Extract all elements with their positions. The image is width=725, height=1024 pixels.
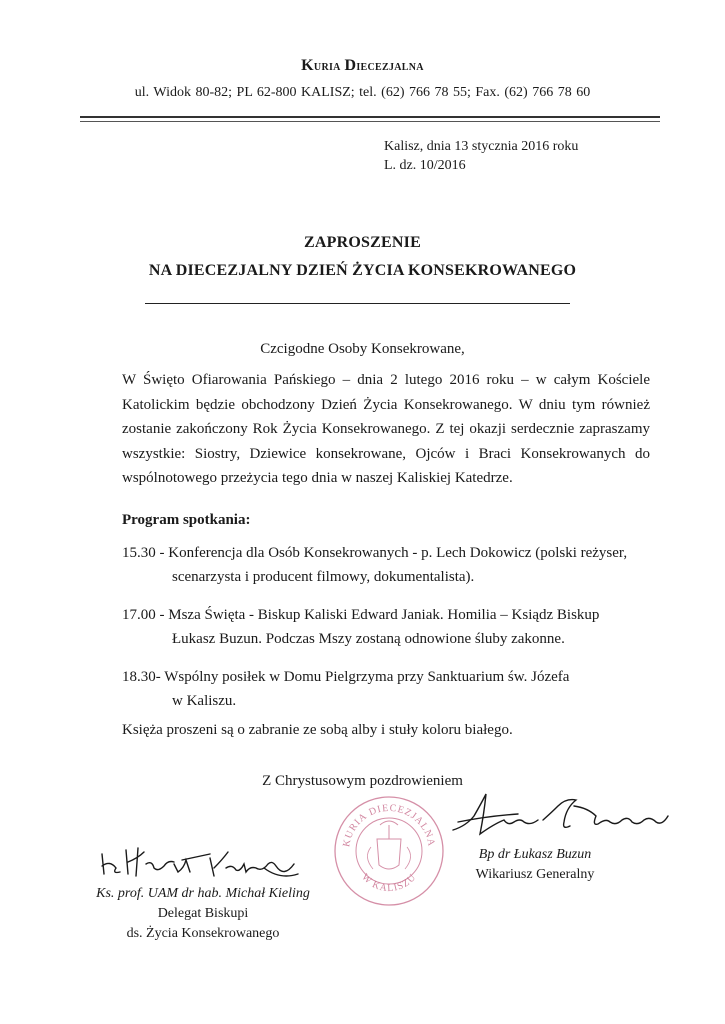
- program-item-line2: Łukasz Buzun. Podczas Mszy zostaną odnowione śluby zakonne.: [172, 631, 565, 647]
- program-item-line2: w Kaliszu.: [172, 693, 237, 709]
- letterhead-word-2: iecezjalna: [356, 59, 424, 74]
- closing-greeting: Z Chrystusowym pozdrowieniem: [262, 773, 463, 789]
- svg-text:W KALISZU: [359, 872, 419, 894]
- letterhead-word-1: uria: [313, 59, 341, 74]
- handwritten-signature-left: [98, 838, 303, 886]
- official-stamp: [333, 795, 445, 907]
- letterhead-rule-thin: [80, 121, 660, 122]
- program-item-line1: 15.30 - Konferencja dla Osób Konsekrowanych - p. Lech Dokowicz (polski reżyser,: [122, 545, 628, 561]
- clergy-note: Księża proszeni są o zabranie ze sobą alby i stuły koloru białego.: [122, 722, 513, 738]
- letterhead-initial-1: K: [301, 57, 314, 74]
- stamp-text-top: KURIA DIECEZJALNA: [341, 802, 437, 848]
- signature-block-right: [450, 845, 620, 885]
- signatory-name-left: Ks. prof. UAM dr hab. Michał Kieling: [96, 886, 310, 901]
- signatory-role-left-1: Delegat Biskupi: [157, 906, 249, 921]
- body-paragraph: [122, 368, 650, 491]
- signatory-name-right: Bp dr Łukasz Buzun: [478, 847, 592, 862]
- program-item-line2: scenarzysta i producent filmowy, dokumentalista).: [172, 569, 475, 585]
- title-line-2: NA DIECEZJALNY DZIEŃ ŻYCIA KONSEKROWANEGO: [148, 262, 577, 279]
- handwritten-signature-right: [448, 786, 673, 848]
- letterhead-title: [0, 57, 725, 75]
- signatory-role-right: Wikariusz Generalny: [475, 867, 595, 882]
- date-block: [384, 137, 578, 175]
- letterhead-rule: [80, 116, 660, 118]
- stamp-text-bottom: W KALISZU: [359, 871, 419, 895]
- title-line-1: ZAPROSZENIE: [304, 234, 421, 251]
- program-item: [122, 665, 650, 713]
- reference-number: L. dz. 10/2016: [384, 158, 466, 173]
- program-heading: Program spotkania:: [122, 512, 251, 528]
- salutation: Czcigodne Osoby Konsekrowane,: [260, 341, 465, 357]
- program-item-line1: 17.00 - Msza Święta - Biskup Kaliski Edward Janiak. Homilia – Ksiądz Biskup: [122, 607, 600, 623]
- letterhead-address: ul. Widok 80-82; PL 62-800 KALISZ; tel. (62) 766 78 55; Fax. (62) 766 78 60: [134, 85, 591, 100]
- signatory-role-left-2: ds. Życia Konsekrowanego: [126, 926, 280, 941]
- letterhead-initial-2: D: [344, 57, 357, 74]
- body-text: W Święto Ofiarowania Pańskiego – dnia 2 lutego 2016 roku – w całym Kościele Katolickim będzie obchodzony Dzień Życia Konsekrowanego. W dniu tym również zostanie zakończony Rok Życia Konsekrowanego. Z tej okazji serdecznie zapraszamy wszystkie: Siostry, Dziewice konsekrowane, Ojców i Braci Konsekrowanych do wspólnotowego przeżycia tego dnia w naszej Kaliskiej Katedrze.: [122, 372, 650, 486]
- title-divider: [145, 303, 570, 304]
- letter-date: Kalisz, dnia 13 stycznia 2016 roku: [384, 139, 579, 154]
- document-title: [0, 229, 725, 285]
- program-item: [122, 603, 650, 651]
- signature-block-left: [78, 884, 328, 944]
- program-item: [122, 541, 650, 589]
- program-item-line1: 18.30- Wspólny posiłek w Domu Pielgrzyma przy Sanktuarium św. Józefa: [122, 669, 570, 685]
